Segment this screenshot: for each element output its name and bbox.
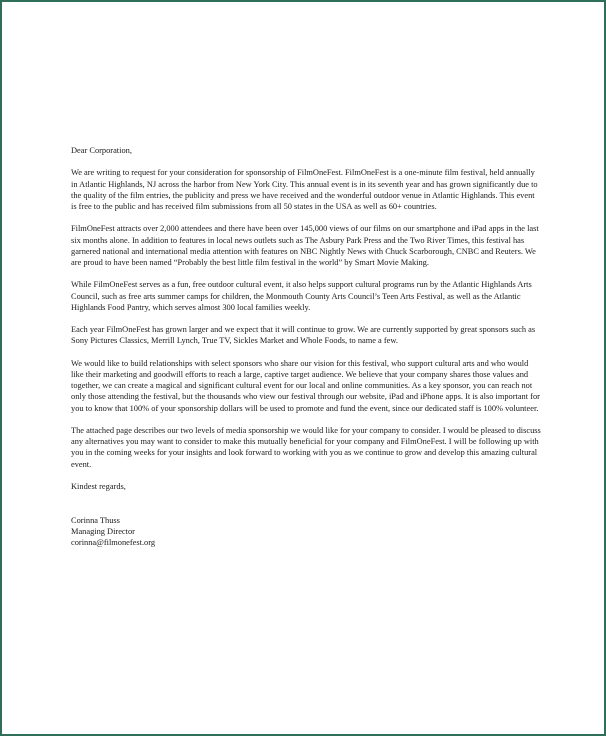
paragraph-attached-page: The attached page describes our two levels of media sponsorship we would like for your company to consider. I would be pleased to discuss any alternatives you may want to consider to make this mutually beneficial for your company and FilmOneFest. I will be following up with you in the coming weeks for your insights and look forward to working with you as we continue to grow and develop this amazing cultural event. xyxy=(71,425,541,469)
paragraph-cultural-programs: While FilmOneFest serves as a fun, free outdoor cultural event, it also helps support cultural programs run by the Atlantic Highlands Arts Council, such as free arts summer camps for children, the Monmouth County Arts Council’s Teen Arts Festival, as well as the Atlantic Highlands Food Pantry, which serves almost 300 local families weekly. xyxy=(71,280,532,312)
paragraph-relationships: We would like to build relationships with select sponsors who share our vision for this festival, who support cultural arts and who would like their marketing and goodwill efforts to reach a large, captive target audience. We believe that your company shares those values and together, we can create a magical and significant cultural event for our local and online communities. As a key sponsor, you can reach not only those attending the festival, but the thousands who view our festival through our website, iPad and iPhone apps. It is also important for you to know that 100% of your sponsorship dollars will be used to promote and fund the event, since our dedicated staff is 100% volunteer. xyxy=(71,358,540,413)
paragraph-sponsors: Each year FilmOneFest has grown larger and we expect that it will continue to grow. We are currently supported by great sponsors such as Sony Pictures Classics, Merrill Lynch, True TV, Sickles Market and Whole Foods, to name a few. xyxy=(71,325,536,346)
salutation: Dear Corporation, xyxy=(71,146,132,155)
paragraph-intro: We are writing to request for your consideration for sponsorship of FilmOneFest. FilmOneFest is a one-minute film festival, held annually in Atlantic Highlands, NJ across the harbor from New York City. This annual event is in its seventh year and has grown significantly due to the quality of the film entries, the publicity and press we have received and the wonderful outdoor venue in Atlantic Highlands. This event is free to the public and has received film submissions from all 50 states in the USA as well as 60+ countries. xyxy=(71,168,538,211)
signature-block xyxy=(71,515,541,549)
signature-name: Corinna Thuss xyxy=(71,515,120,525)
signature-email: corinna@filmonefest.org xyxy=(71,537,156,547)
letter-body xyxy=(71,145,541,548)
closing: Kindest regards, xyxy=(71,481,126,491)
paragraph-attendance: FilmOneFest attracts over 2,000 attendees and there have been over 145,000 views of our films on our smartphone and iPad apps in the last six months alone. In addition to features in local news outlets such as The Asbury Park Press and the Two River Times, this festival has garnered national and international media attention with features on NBC Nightly News with Chuck Scarborough, CNBC and Reuters. We are proud to have been named “Probably the best little film festival in the world” by Smart Movie Making. xyxy=(71,224,539,267)
signature-title: Managing Director xyxy=(71,526,135,536)
